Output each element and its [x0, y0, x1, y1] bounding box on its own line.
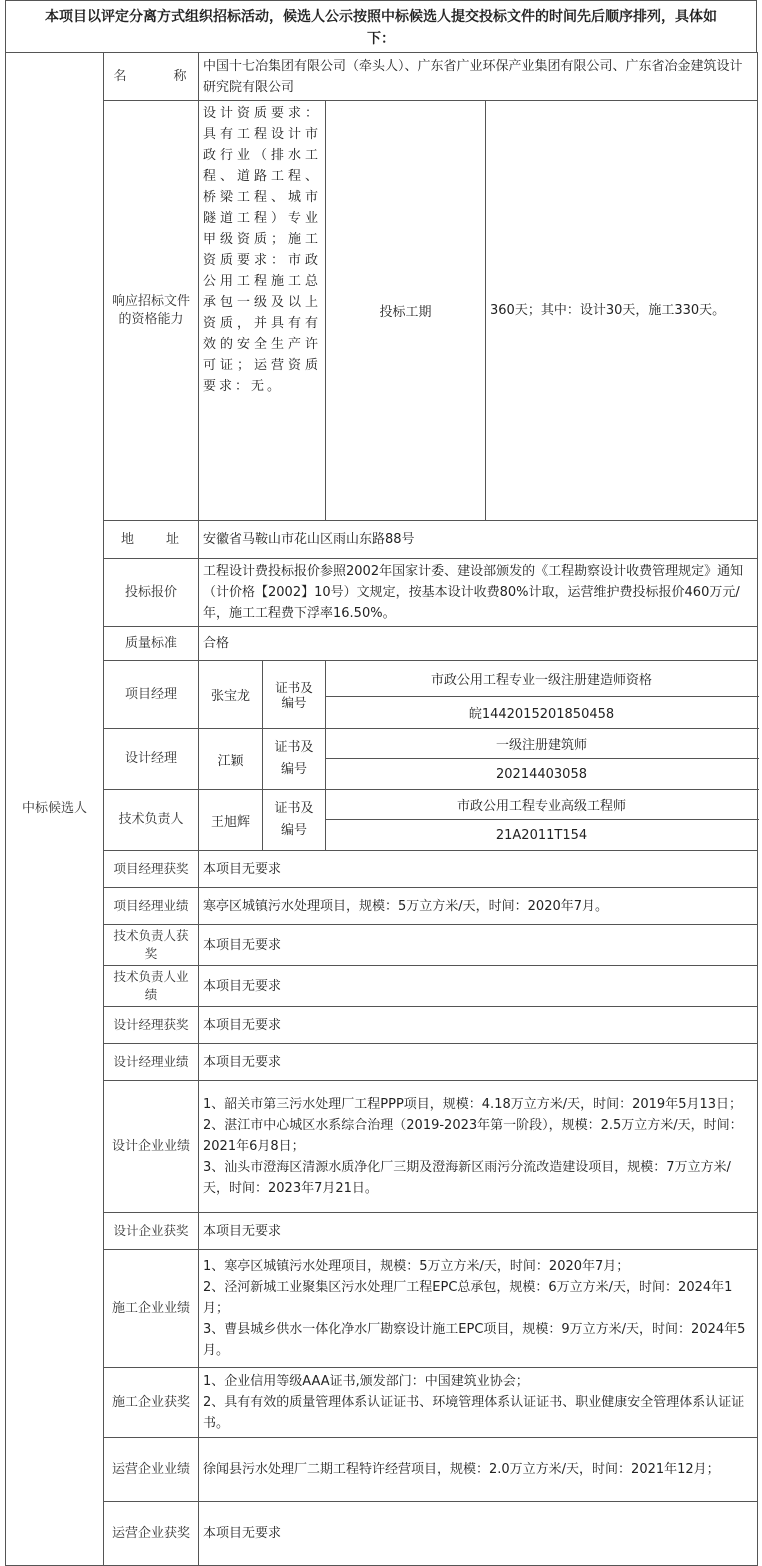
- row-name: [6, 53, 758, 101]
- tech-label: 技术负责人: [104, 790, 199, 851]
- candidate-table: [5, 52, 758, 1566]
- quality-value: 合格: [199, 627, 758, 661]
- const-award-item: 2、具有有效的质量管理体系认证证书、环境管理体系认证证书、职业健康安全管理体系认证证书。: [203, 1395, 745, 1431]
- pm-award-value: 本项目无要求: [199, 851, 758, 888]
- dm-award-value: 本项目无要求: [199, 1007, 758, 1044]
- row-const-award: [6, 1368, 758, 1438]
- period-label: 投标工期: [326, 101, 486, 521]
- const-perf-value: [199, 1250, 758, 1368]
- const-award-label: 施工企业获奖: [104, 1368, 199, 1438]
- dm-perf-label: 设计经理业绩: [104, 1044, 199, 1081]
- const-award-item: 1、企业信用等级AAA证书,颁发部门：中国建筑业协会；: [203, 1374, 529, 1389]
- period-value: 360天；其中：设计30天，施工330天。: [486, 101, 758, 521]
- address-value: 安徽省马鞍山市花山区雨山东路88号: [199, 521, 758, 559]
- tech-cert-no: 21A2011T154: [326, 820, 758, 851]
- name-value: 中国十七冶集团有限公司（牵头人）、广东省广业环保产业集团有限公司、广东省冶金建筑设计研究院有限公司: [199, 53, 758, 101]
- quality-label: 质量标准: [104, 627, 199, 661]
- tech-award-label: 技术负责人获奖: [104, 925, 199, 966]
- side-label: 中标候选人: [6, 53, 104, 1566]
- tech-person: 王旭辉: [199, 790, 263, 851]
- row-address: [6, 521, 758, 559]
- design-award-value: 本项目无要求: [199, 1213, 758, 1250]
- row-dm: [6, 729, 758, 759]
- row-tech: [6, 790, 758, 820]
- row-dm-award: [6, 1007, 758, 1044]
- op-perf-value: 徐闻县污水处理厂二期工程特许经营项目，规模：2.0万立方米/天，时间：2021年12月；: [199, 1438, 758, 1502]
- tech-cert-name: 市政公用工程专业高级工程师: [326, 790, 758, 820]
- pm-cert-label: 证书及编号: [263, 661, 326, 729]
- pm-cert-name: 市政公用工程专业一级注册建造师资格: [326, 661, 758, 697]
- row-tech-award: [6, 925, 758, 966]
- pm-perf-value: 寒亭区城镇污水处理项目，规模：5万立方米/天，时间：2020年7月。: [199, 888, 758, 925]
- row-dm-perf: [6, 1044, 758, 1081]
- design-perf-item: 2、湛江市中心城区水系综合治理（2019-2023年第一阶段），规模：2.5万立方米/天，时间：2021年6月8日；: [203, 1118, 743, 1154]
- const-perf-item: 3、曹县城乡供水一体化净水厂勘察设计施工EPC项目，规模：9万立方米/天，时间：2024年5月。: [203, 1322, 746, 1358]
- dm-cert-name: 一级注册建筑师: [326, 729, 758, 759]
- row-pm-perf: [6, 888, 758, 925]
- address-label: 地 址: [104, 521, 199, 559]
- bid-price-label: 投标报价: [104, 559, 199, 627]
- row-qualification: [6, 101, 758, 521]
- row-op-perf: [6, 1438, 758, 1502]
- name-label: 名 称: [104, 53, 199, 101]
- row-design-perf: [6, 1081, 758, 1213]
- op-award-label: 运营企业获奖: [104, 1502, 199, 1566]
- row-op-award: [6, 1502, 758, 1566]
- row-const-perf: [6, 1250, 758, 1368]
- tech-cert-label: 证书及编号: [263, 790, 326, 851]
- row-bid-price: [6, 559, 758, 627]
- dm-person: 江颖: [199, 729, 263, 790]
- dm-cert-label: 证书及编号: [263, 729, 326, 790]
- design-perf-label: 设计企业业绩: [104, 1081, 199, 1213]
- qualification-value: 设计资质要求：具有工程设计市政行业（排水工程、道路工程、桥梁工程、城市隧道工程）专业甲级资质；施工资质要求：市政公用工程施工总承包一级及以上资质，并具有有效的安全生产许可证；运营资质要求：无。: [199, 101, 326, 521]
- const-perf-item: 1、寒亭区城镇污水处理项目，规模：5万立方米/天，时间：2020年7月；: [203, 1259, 630, 1274]
- row-quality: [6, 627, 758, 661]
- tech-award-value: 本项目无要求: [199, 925, 758, 966]
- pm-person: 张宝龙: [199, 661, 263, 729]
- qualification-label: 响应招标文件的资格能力: [104, 101, 199, 521]
- op-perf-label: 运营企业业绩: [104, 1438, 199, 1502]
- dm-label: 设计经理: [104, 729, 199, 790]
- tech-perf-label: 技术负责人业绩: [104, 966, 199, 1007]
- row-tech-perf: [6, 966, 758, 1007]
- design-perf-value: [199, 1081, 758, 1213]
- tech-perf-value: 本项目无要求: [199, 966, 758, 1007]
- page-title: 本项目以评定分离方式组织招标活动，候选人公示按照中标候选人提交投标文件的时间先后顺序排列，具体如下：: [5, 0, 757, 52]
- pm-label: 项目经理: [104, 661, 199, 729]
- pm-cert-no: 皖1442015201850458: [326, 697, 758, 729]
- const-perf-item: 2、泾河新城工业聚集区污水处理厂工程EPC总承包，规模：6万立方米/天，时间：2024年1月；: [203, 1280, 733, 1316]
- design-perf-item: 1、韶关市第三污水处理厂工程PPP项目，规模：4.18万立方米/天，时间：2019年5月13日；: [203, 1097, 743, 1112]
- row-pm: [6, 661, 758, 697]
- const-award-value: [199, 1368, 758, 1438]
- design-perf-item: 3、汕头市澄海区清源水质净化厂三期及澄海新区雨污分流改造建设项目，规模：7万立方米/天，时间：2023年7月21日。: [203, 1160, 731, 1196]
- op-award-value: 本项目无要求: [199, 1502, 758, 1566]
- design-award-label: 设计企业获奖: [104, 1213, 199, 1250]
- dm-perf-value: 本项目无要求: [199, 1044, 758, 1081]
- pm-perf-label: 项目经理业绩: [104, 888, 199, 925]
- const-perf-label: 施工企业业绩: [104, 1250, 199, 1368]
- dm-award-label: 设计经理获奖: [104, 1007, 199, 1044]
- row-pm-award: [6, 851, 758, 888]
- pm-award-label: 项目经理获奖: [104, 851, 199, 888]
- dm-cert-no: 20214403058: [326, 759, 758, 790]
- row-design-award: [6, 1213, 758, 1250]
- bid-price-value: 工程设计费投标报价参照2002年国家计委、建设部颁发的《工程勘察设计收费管理规定》通知（计价格【2002】10号）文规定，按基本设计收费80%计取，运营维护费投标报价460万元/年，施工工程费下浮率16.50%。: [199, 559, 758, 627]
